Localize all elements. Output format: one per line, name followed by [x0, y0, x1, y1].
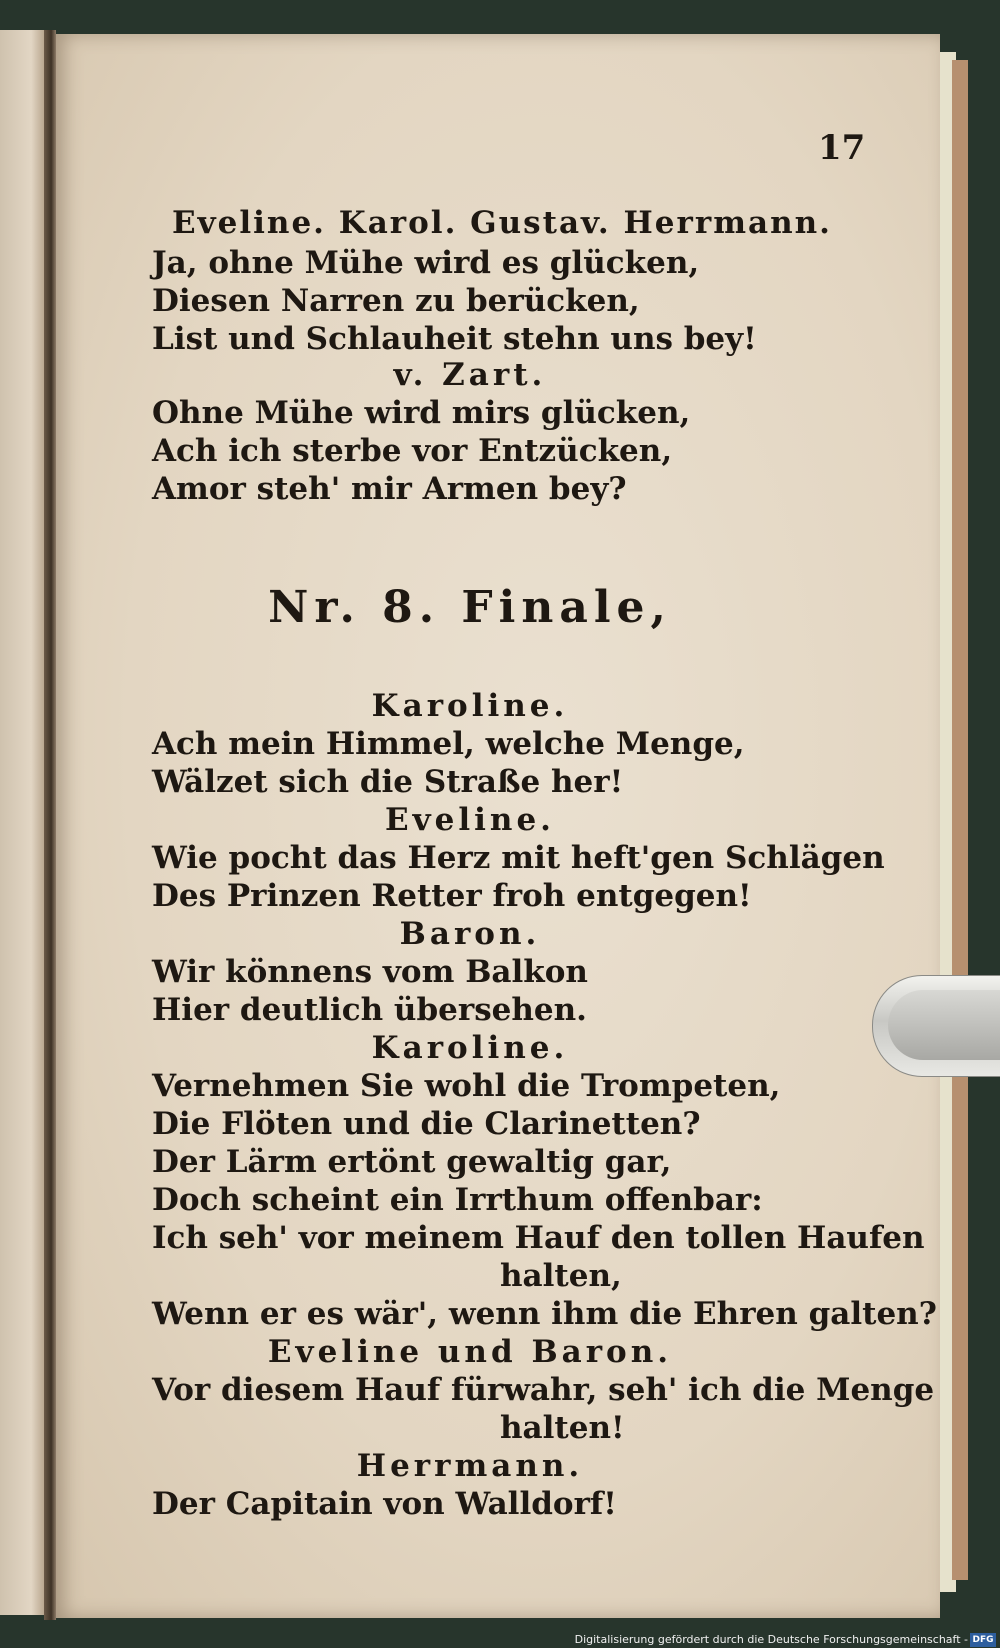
verse-line: Vernehmen Sie wohl die Trompeten,	[152, 1068, 781, 1104]
verse-line: Des Prinzen Retter froh entgegen!	[152, 878, 752, 914]
verse-line: Wir könnens vom Balkon	[152, 954, 588, 990]
speaker-line: Eveline. Karol. Gustav. Herrmann.	[172, 205, 832, 241]
speaker-line: Eveline.	[385, 802, 555, 838]
verse-line: Ich seh' vor meinem Hauf den tollen Haufen	[152, 1220, 925, 1256]
speaker-line: v. Zart.	[393, 357, 547, 393]
verse-line: Ach ich sterbe vor Entzücken,	[152, 433, 673, 469]
speaker-line: Baron.	[399, 916, 541, 952]
speaker-line: Eveline und Baron.	[267, 1334, 673, 1370]
speaker-line: Herrmann.	[356, 1448, 584, 1484]
verse-line: Der Lärm ertönt gewaltig gar,	[152, 1144, 672, 1180]
digitization-credit: Digitalisierung gefördert durch die Deutsche Forschungsgemeinschaft -	[574, 1633, 968, 1646]
verse-continuation: halten!	[500, 1410, 625, 1446]
verse-line: Doch scheint ein Irrthum offenbar:	[152, 1182, 763, 1218]
verse-line: Amor steh' mir Armen bey?	[152, 471, 627, 507]
verse-line: Ja, ohne Mühe wird es glücken,	[152, 245, 700, 281]
cover-edge	[952, 60, 968, 1580]
verse-line: Diesen Narren zu berücken,	[152, 283, 640, 319]
verse-continuation: halten,	[500, 1258, 622, 1294]
verse-line: Hier deutlich übersehen.	[152, 992, 587, 1028]
verse-line: Die Flöten und die Clarinetten?	[152, 1106, 701, 1142]
verse-line: Ohne Mühe wird mirs glücken,	[152, 395, 691, 431]
verse-line: Der Capitain von Walldorf!	[152, 1486, 617, 1522]
speaker-line: Karoline.	[371, 688, 569, 724]
verse-line: List und Schlauheit stehn uns bey!	[152, 321, 757, 357]
verse-line: Wie pocht das Herz mit heft'gen Schlägen	[152, 840, 885, 876]
verse-line: Vor diesem Hauf fürwahr, seh' ich die Menge	[152, 1372, 935, 1408]
section-heading: Nr. 8. Finale,	[268, 582, 672, 633]
speaker-line: Karoline.	[371, 1030, 569, 1066]
verse-line: Wenn er es wär', wenn ihm die Ehren galten?	[152, 1296, 937, 1332]
verse-line: Ach mein Himmel, welche Menge,	[152, 726, 745, 762]
dfg-logo[interactable]: DFG	[970, 1633, 996, 1647]
page-number: 17	[818, 128, 866, 168]
verse-line: Wälzet sich die Straße her!	[152, 764, 624, 800]
